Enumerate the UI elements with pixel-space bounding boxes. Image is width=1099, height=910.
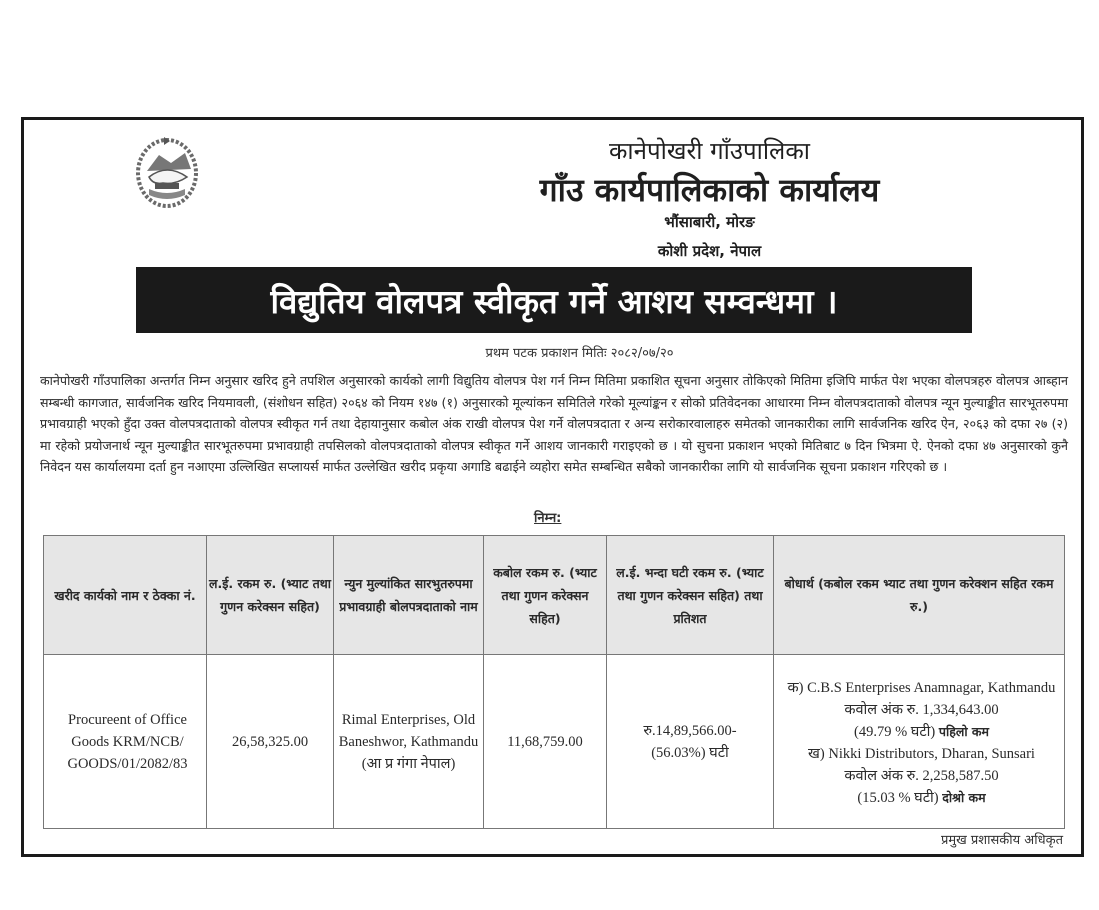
table-header-row bbox=[44, 536, 1065, 655]
table-caption: निम्न: bbox=[534, 511, 562, 526]
signatory-title: प्रमुख प्रशासकीय अधिकृत bbox=[940, 833, 1063, 848]
first-bidder-percent: (49.79 % घटी) bbox=[854, 724, 936, 740]
col-header-bidder: न्युन मुल्यांकित सारभुतरुपमा प्रभावग्राही बोलपत्रदाताको नाम bbox=[334, 536, 484, 655]
second-bidder-rank: दोश्रो कम bbox=[942, 790, 986, 805]
col-header-difference: ल.ई. भन्दा घटी रकम रु. (भ्याट तथा गुणन करेक्सन सहित) तथा प्रतिशत bbox=[607, 536, 774, 655]
notice-title: विद्युतिय वोलपत्र स्वीकृत गर्ने आशय सम्वन्धमा । bbox=[270, 281, 838, 321]
second-bidder-amount: कवोल अंक रु. 2,258,587.50 bbox=[844, 768, 999, 784]
table-row bbox=[44, 655, 1065, 829]
office-address: भौंसाबारी, मोरङ bbox=[664, 213, 755, 231]
municipality-name: कानेपोखरी गाँउपालिका bbox=[609, 137, 810, 165]
office-province: कोशी प्रदेश, नेपाल bbox=[657, 242, 762, 260]
cell-bidder: Rimal Enterprises, Old Baneshwor, Kathmandu (आ प्र गंगा नेपाल) bbox=[334, 655, 484, 829]
first-bidder-amount: कवोल अंक रु. 1,334,643.00 bbox=[844, 702, 999, 718]
first-bidder-summary bbox=[780, 721, 1063, 743]
second-bidder-name: ख) Nikki Distributors, Dharan, Sunsari bbox=[808, 746, 1035, 762]
col-header-remarks: बोधार्थ (कबोल रकम भ्याट तथा गुणन करेक्शन सहित रकम रु.) bbox=[774, 536, 1065, 655]
difference-percent: (56.03%) घटी bbox=[651, 744, 729, 761]
col-header-work-name: खरीद कार्यको नाम र ठेक्का नं. bbox=[44, 536, 207, 655]
second-bidder-percent: (15.03 % घटी) bbox=[857, 790, 939, 806]
col-header-estimate: ल.ई. रकम रु. (भ्याट तथा गुणन करेक्सन सहित) bbox=[207, 536, 334, 655]
second-bidder-summary bbox=[780, 787, 1063, 809]
notice-title-banner bbox=[136, 267, 972, 333]
cell-estimate: 26,58,325.00 bbox=[207, 655, 334, 829]
office-name: गाँउ कार्यपालिकाको कार्यालय bbox=[539, 171, 880, 209]
notice-body: कानेपोखरी गाँउपालिका अन्तर्गत निम्न अनुसार खरिद हुने तपशिल अनुसारको कार्यको लागी विद्युतिय वोलपत्र पेश गर्न निम्न मितिमा प्रकाशित सूचना अनुसार तोकिएको मितिमा इजिपि मार्फत पेश भएका वोलपत्रहरु वोलपत्र आब्हान सम्बन्धी कागजात, सार्वजनिक खरिद नियमावली, (संशोधन सहित) २०६४ को नियम १४७ (१) अनुसारको मूल्यांकन समितिले गरेको मूल्यांङ्कन र सोको प्रतिवेदनका आधारमा निम्न वोलपत्रदाताको वोलपत्र न्यून मुल्याङ्कीत सारभूतरुपमा प्रभावग्राही भएको हुँदा उक्त वोलपत्रदाताको वोलपत्र स्वीकृत गर्न तथा देहायानुसार कबोल अंक राखी वोलपत्र पेश गर्ने वोलपत्रदाता र अन्य सरोकारवालाहरु समेतको जानकारीका लागि सार्वजनिक खरिद ऐन, २०६३ को दफा २७ (२) मा रहेको प्रयोजनार्थ न्यून मुल्याङ्कीत सारभूतरुपमा प्रभावग्राही तपसिलको वोलपत्रदाताको वोलपत्र स्वीकृत गर्ने आशय जानकारी गराइएको छ । यो सुचना प्रकाशन भएको मितिबाट ७ दिन भित्रमा ऐ. ऐनको दफा ४७ अनुसारको कुनै निवेदन यस कार्यालयमा दर्ता हुन नआएमा उल्लिखित सप्लायर्स मार्फत उल्लेखित खरीद प्रकृया अगाडि बढाईने व्यहोरा समेत सम्बन्धित सबैको जानकारीका लागि यो सार्वजनिक सूचना प्रकाशन गरिएको छ । bbox=[40, 373, 1068, 474]
difference-amount: रु.14,89,566.00- bbox=[643, 722, 737, 739]
col-header-bid-amount: कबोल रकम रु. (भ्याट तथा गुणन करेक्सन सहित) bbox=[484, 536, 607, 655]
publication-date: प्रथम पटक प्रकाशन मितिः २०८२/०७/२० bbox=[485, 346, 674, 361]
cell-difference bbox=[607, 655, 774, 829]
bid-evaluation-table bbox=[43, 535, 1065, 829]
cell-work-name: Procureent of Office Goods KRM/NCB/ GOODS/01/2082/83 bbox=[44, 655, 207, 829]
first-bidder-name: क) C.B.S Enterprises Anamnagar, Kathmandu bbox=[787, 680, 1056, 696]
first-bidder-rank: पहिलो कम bbox=[938, 724, 989, 739]
cell-remarks bbox=[774, 655, 1065, 829]
cell-bid-amount: 11,68,759.00 bbox=[484, 655, 607, 829]
